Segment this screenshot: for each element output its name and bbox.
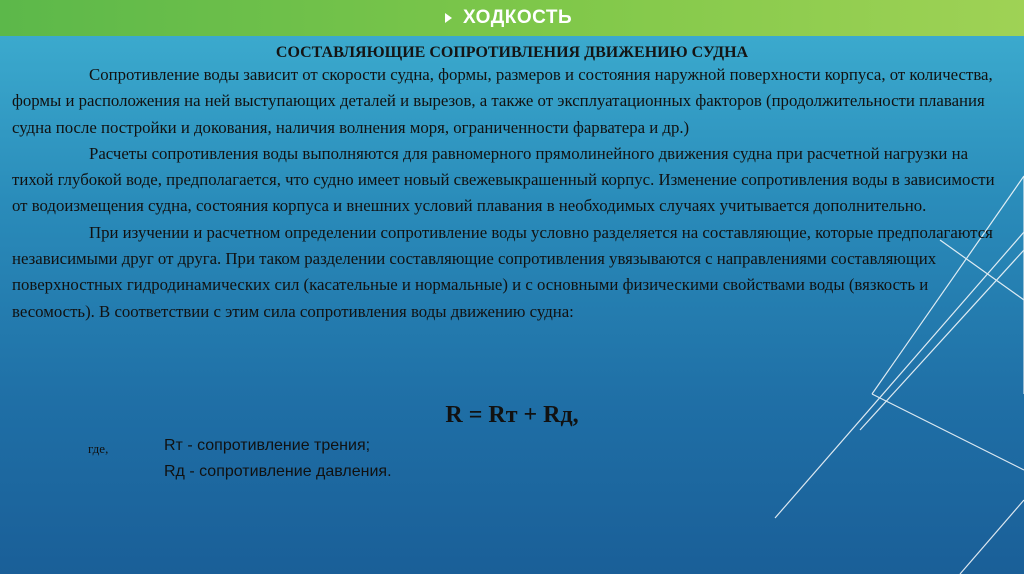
- body-text: [12, 62, 1008, 325]
- decor-line: [960, 500, 1024, 574]
- paragraph: Расчеты сопротивления воды выполняются для равномерного прямолинейного движения судна при расчетной нагрузки на тихой глубокой воде, предполагается, что судно имеет новый свежевыкрашенный корпус. Изменение сопротивления воды в зависимости от водоизмещения судна, состояния корпуса и внешних условий плавания в необходимых случаях учитывается дополнительно.: [12, 143, 995, 216]
- paragraph: При изучении и расчетном определении сопротивление воды условно разделяется на составляющие, которые предполагаются независимыми друг от друга. При таком разделении составляющие сопротивления увязываются с направлениями составляющих поверхностных гидродинамических сил (касательные и нормальные) и с основными физическими свойствами воды (вязкость и весомость). В соответствии с этим сила сопротивления воды движению судна:: [12, 222, 993, 321]
- definition-pressure: Rд - сопротивление давления.: [164, 463, 392, 480]
- slide-title: ХОДКОСТЬ: [463, 7, 573, 28]
- resistance-formula: R = Rт + Rд,: [445, 402, 579, 428]
- section-heading: СОСТАВЛЯЮЩИЕ СОПРОТИВЛЕНИЯ ДВИЖЕНИЮ СУДНА: [275, 44, 749, 61]
- triangle-bullet-icon: [445, 13, 452, 23]
- title-bar: [0, 0, 1024, 36]
- where-label: где,: [88, 441, 109, 456]
- paragraph: Сопротивление воды зависит от скорости судна, формы, размеров и состояния наружной поверхности корпуса, от количества, формы и расположения на ней выступающих деталей и вырезов, а также от эксплуатационных факторов (продолжительности плавания судна после постройки и докования, наличия волнения моря, ограниченности фарватера и др.): [12, 65, 993, 137]
- definition-friction: Rт - сопротивление трения;: [164, 437, 371, 454]
